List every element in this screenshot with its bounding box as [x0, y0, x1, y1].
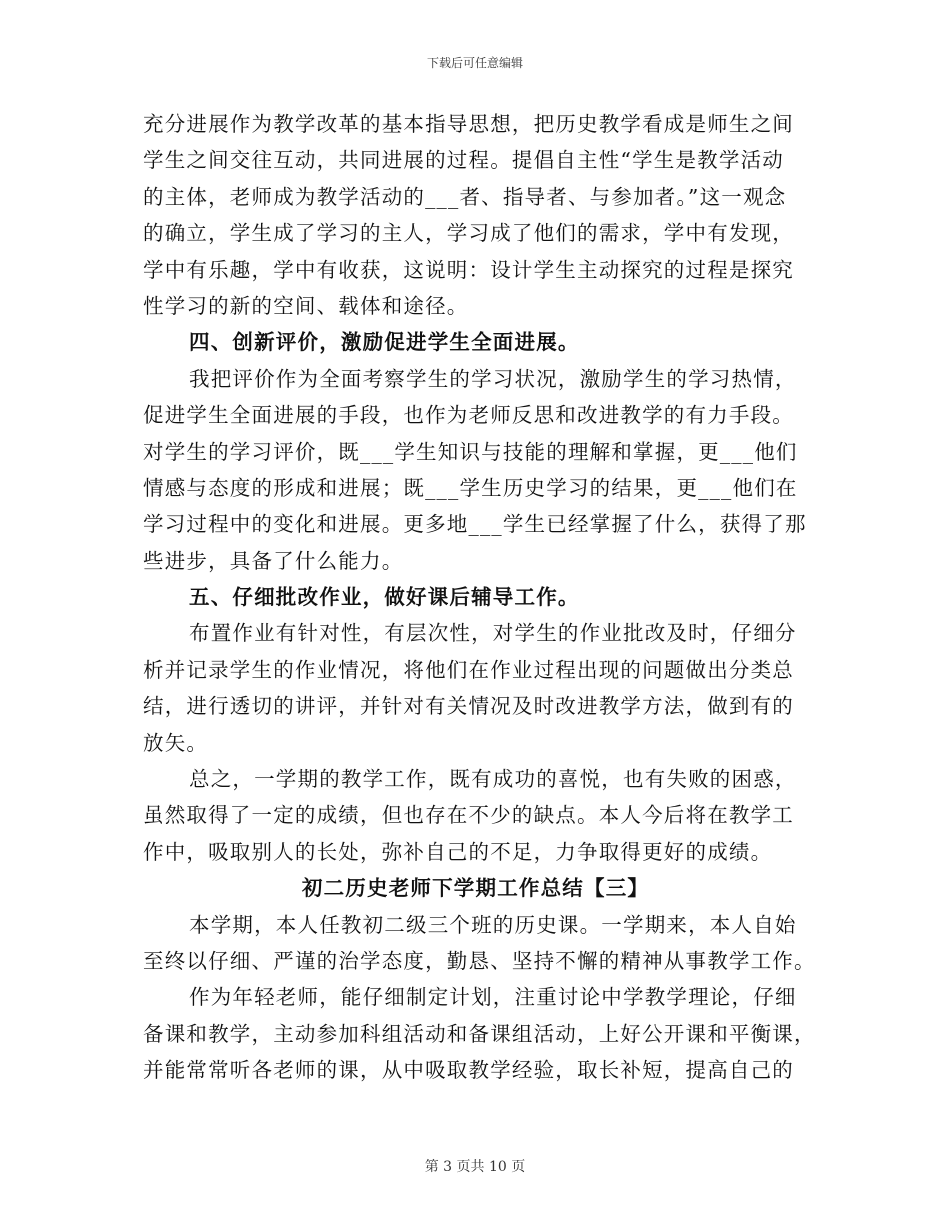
section-heading: 五、仔细批改作业，做好课后辅导工作。: [189, 585, 580, 610]
paragraph-line: 并能常常听各老师的课，从中吸取教学经验，取长补短，提高自己的: [143, 1058, 794, 1083]
paragraph-line: 学生之间交往互动，共同进展的过程。提倡自主性“学生是教学活动: [143, 148, 784, 173]
document-body: [143, 106, 816, 1089]
paragraph-line: 结，进行透切的讲评，并针对有关情况及时改进教学方法，做到有的: [143, 694, 794, 719]
paragraph-line: 备课和教学，主动参加科组活动和备课组活动，上好公开课和平衡课，: [143, 1021, 816, 1046]
paragraph-line: 放矢。: [143, 730, 209, 755]
page-header: 下载后可任意编辑: [426, 56, 523, 70]
section-heading: 四、创新评价，激励促进学生全面进展。: [189, 330, 580, 355]
paragraph-line: 作为年轻老师，能仔细制定计划，注重讨论中学教学理论，仔细: [189, 985, 797, 1010]
paragraph-line: 本学期，本人任教初二级三个班的历史课。一学期来，本人自始: [189, 912, 797, 937]
paragraph-line: 学中有乐趣，学中有收获，这说明：设计学生主动探究的过程是探究: [143, 257, 794, 282]
paragraph-line: 至终以仔细、严谨的治学态度，勤恳、坚持不懈的精神从事教学工作。: [143, 948, 816, 973]
paragraph-line: 充分进展作为教学改革的基本指导思想，把历史教学看成是师生之间: [143, 112, 794, 136]
paragraph-line: 布置作业有针对性，有层次性，对学生的作业批改及时，仔细分: [189, 621, 797, 646]
paragraph-line: 性学习的新的空间、载体和途径。: [143, 293, 469, 318]
paragraph-line: 我把评价作为全面考察学生的学习状况，激励学生的学习热情，: [189, 366, 797, 391]
paragraph-line: 学习过程中的变化和进展。更多地___学生已经掌握了什么，获得了那: [143, 512, 807, 537]
paragraph-line: 情感与态度的形成和进展；既___学生历史学习的结果，更___他们在: [143, 475, 798, 500]
document-title: 初二历史老师下学期工作总结【三】: [301, 876, 650, 901]
paragraph-line: 析并记录学生的作业情况，将他们在作业过程出现的问题做出分类总: [143, 657, 794, 682]
paragraph-line: 虽然取得了一定的成绩，但也存在不少的缺点。本人今后将在教学工: [143, 803, 794, 828]
paragraph-line: 总之，一学期的教学工作，既有成功的喜悦，也有失败的困惑，: [189, 767, 797, 792]
paragraph-line: 的确立，学生成了学习的主人，学习成了他们的需求，学中有发现，: [143, 221, 794, 246]
paragraph-line: 的主体，老师成为教学活动的___者、指导者、与参加者。”这一观念: [143, 184, 787, 209]
paragraph-line: 对学生的学习评价，既___学生知识与技能的理解和掌握，更___他们: [143, 439, 798, 464]
page-footer: 第 3 页共 10 页: [424, 1159, 526, 1175]
paragraph-line: 促进学生全面进展的手段，也作为老师反思和改进教学的有力手段。: [143, 403, 794, 428]
paragraph-line: 作中，吸取别人的长处，弥补自己的不足，力争取得更好的成绩。: [143, 839, 773, 864]
paragraph-line: 些进步，具备了什么能力。: [143, 548, 404, 573]
